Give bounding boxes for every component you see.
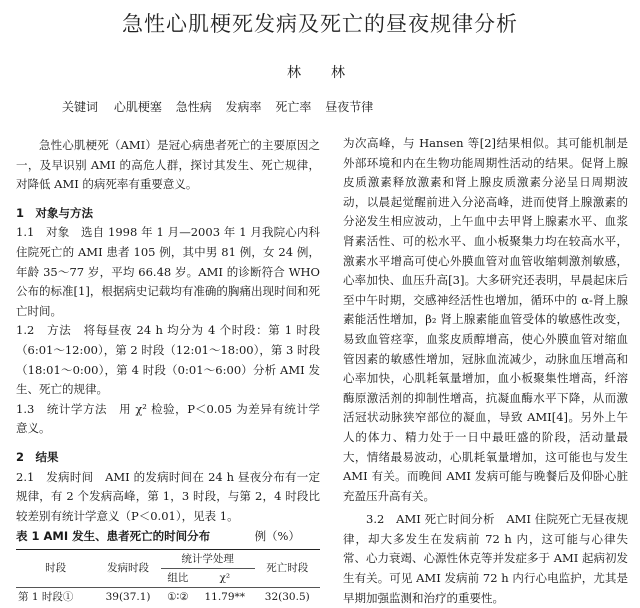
right-column (343, 134, 628, 608)
table-cell: 39(37.1) (95, 587, 160, 606)
keywords (62, 98, 383, 115)
table-cell: ①∶② (161, 587, 195, 606)
column-header: 组比 (161, 568, 195, 587)
column-header: 死亡时段 (255, 549, 320, 587)
data-table (16, 549, 320, 606)
column-header: 统计学处理 (161, 549, 255, 568)
intro-paragraph: 急性心肌梗死（AMI）是冠心病患者死亡的主要原因之一，及早识别 AMI 的高危人群，探讨其发生、死亡规律，对降低 AMI 的病死率有重要意义。 (16, 138, 320, 192)
section-heading: 1 对象与方法 (16, 205, 94, 220)
author-name: 林 林 (287, 65, 353, 81)
table-row (16, 587, 320, 606)
table-unit: 例（%） (254, 529, 300, 544)
paragraph: 1.2 方法 将每昼夜 24 h 均分为 4 个时段：第 1 时段（6:01～12:00），第 2 时段（12:01～18:00），第 3 时段（18:01～0:00），第 4 时段（0:01～6:00）分析 AMI 发生、死亡的规律。 (16, 323, 321, 397)
paragraph: 2.1 发病时间 AMI 的发病时间在 24 h 昼夜分布有一定规律，有 2 个发病高峰，第 1，3 时段，与第 2，4 时段比较差别有统计学意义（P＜0.01），见表 1。 (16, 469, 320, 523)
keyword: 发病率 (225, 100, 262, 114)
keywords-label: 关键词 (62, 100, 99, 114)
keyword: 急性病 (175, 100, 212, 114)
paragraph: 1.1 对象 选自 1998 年 1 月—2003 年 1 月我院心内科住院死亡的 AMI 患者 105 例，其中男 81 例，女 24 例，年龄 35～77 岁，平均 66.48 岁。AMI 的诊断符合 WHO 公布的标准[1]，根据病史记载均有准确的胸痛出现时间和死亡时间。 (16, 225, 320, 318)
table-caption (16, 527, 320, 547)
table-cell: 第 1 时段① (16, 587, 95, 606)
left-column (16, 136, 320, 606)
column-header: χ² (195, 568, 255, 587)
page-title: 急性心肌梗死发病及死亡的昼夜规律分析 (122, 12, 518, 36)
paragraph: 为次高峰，与 Hansen 等[2]结果相似。其可能机制是外部环境和内在生物功能周期性活动的结果。促肾上腺皮质激素释放激素和肾上腺皮质激素分泌呈日周期波动，以晨起觉醒前进入分泌高峰，进而使肾上腺激素的分泌发生相应波动，上午血中去甲肾上腺素水平、血浆肾素活性、可的松水平、血小板聚集力均在较高水平，激素水平增高可使心外膜血管对血管收缩刺激剂敏感，心率加快、血压升高[3]。大多研究还表明，早晨起床后至中午时期，交感神经活性也增加，循环中的 α-肾上腺素能活性增加，β₂ 肾上腺素能血管受体的敏感性改变，易致血管痉挛，血浆皮质醇增高，使心外膜血管对缩血管因素的敏感性增加，冠脉血流减少，动脉血压增高和心率加快，心肌耗氧量增加，血小板聚集性增高，纤溶酶原激活剂的抑制性增高，抗凝血酶水平下降，从而激活冠状动脉狭窄部位的凝血，导致 AMI[4]。另外上午人的体力、精力处于一日中最旺盛的阶段，活动量最大，情绪最易波动，心肌耗氧量增加，这可能也与发生 AMI 有关。而晚间 AMI 发病可能与晚餐后及仰卧心脏充盈压升高有关。 (343, 136, 628, 503)
column-header: 发病时段 (95, 549, 160, 587)
keyword: 死亡率 (275, 100, 312, 114)
keyword: 昼夜节律 (325, 100, 374, 114)
paragraph: 3.2 AMI 死亡时间分析 AMI 住院死亡无昼夜规律，却大多发生在发病前 72 h 内，这可能与心律失常、心力衰竭、心源性休克等并发症多于 AMI 起病初发生有关。可见 AMI 发病前 72 h 内行心电监护，尤其是早期加强监测和治疗的重要性。 (343, 512, 628, 605)
table-caption-text: 表 1 AMI 发生、患者死亡的时间分布 (16, 529, 211, 544)
table-cell: 32(30.5) (255, 587, 320, 606)
section-heading: 2 结果 (16, 449, 59, 464)
keyword: 心肌梗塞 (113, 100, 162, 114)
column-header: 时段 (16, 549, 95, 587)
table-cell: 11.79** (195, 587, 255, 606)
paragraph: 1.3 统计学方法 用 χ² 检验，P＜0.05 为差异有统计学意义。 (16, 401, 320, 436)
